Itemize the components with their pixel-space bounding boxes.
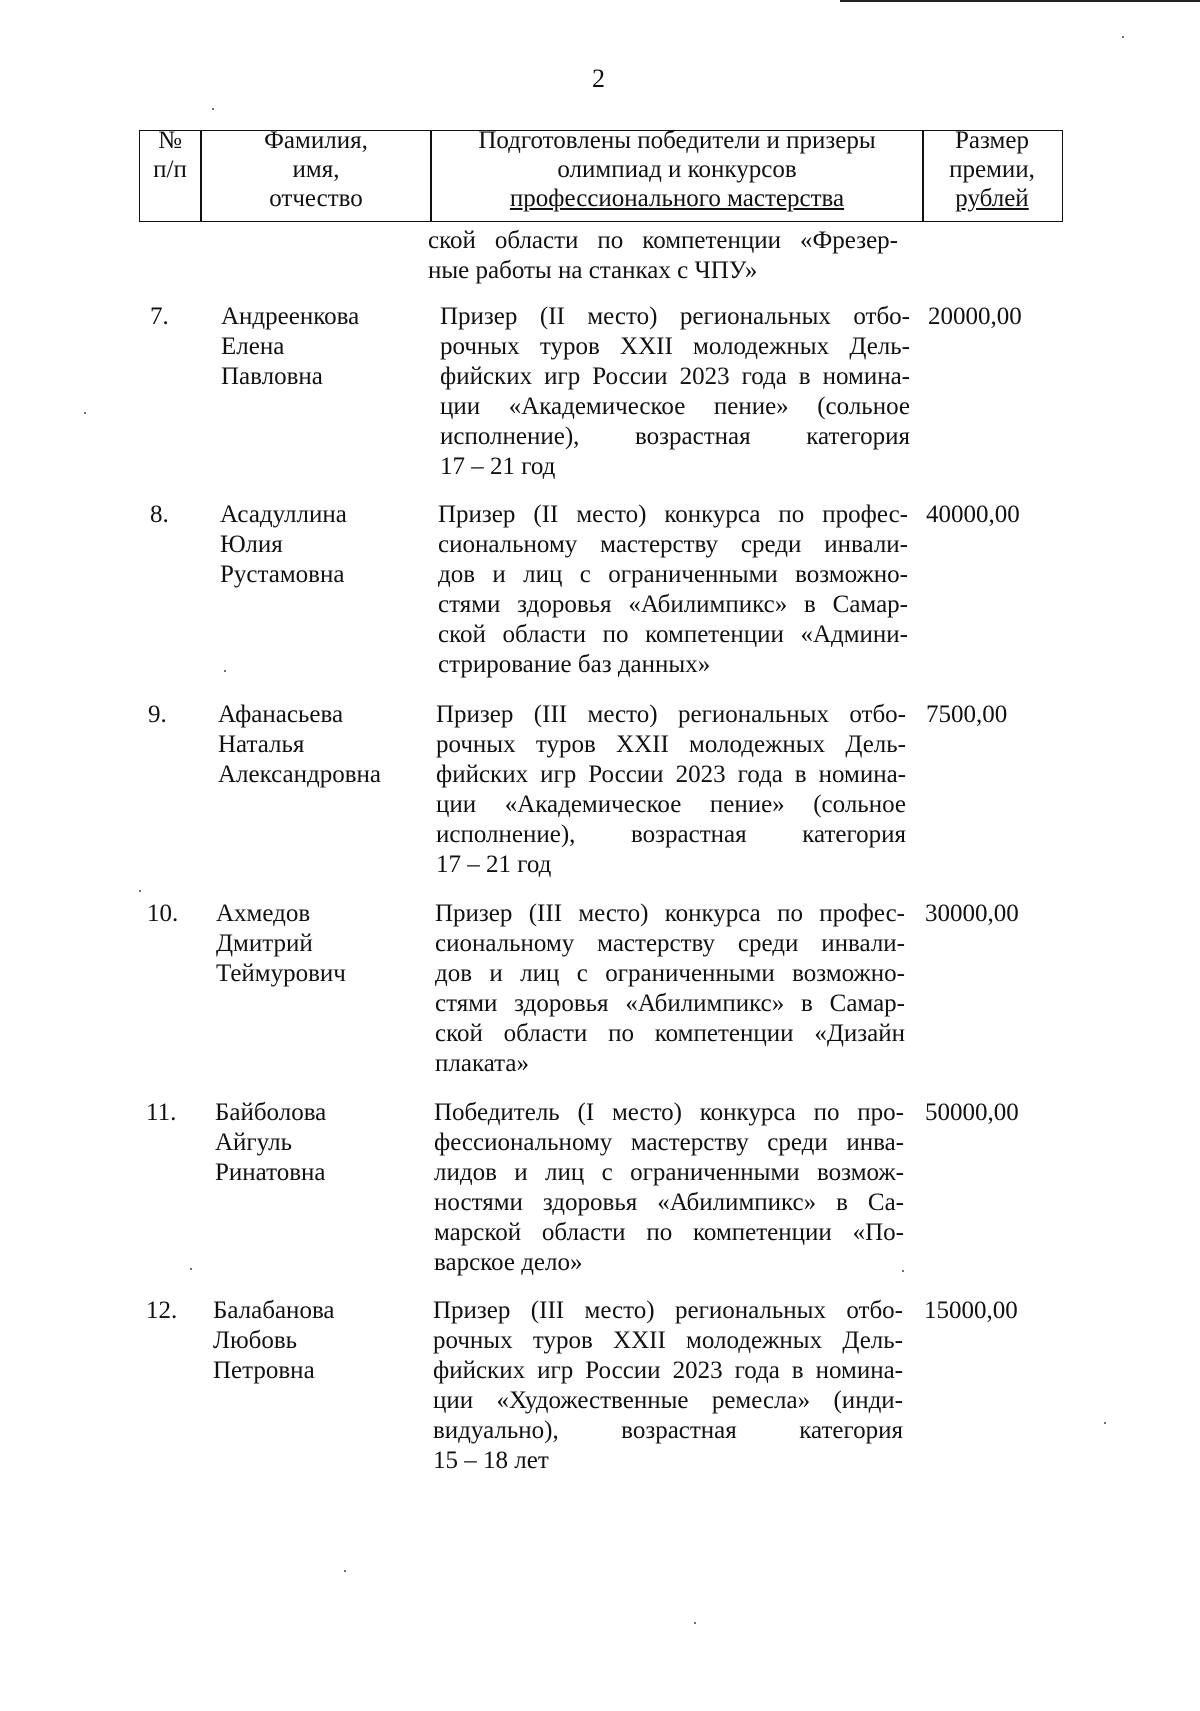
header-text: № [158, 127, 182, 154]
desc-line: фийских игр России 2023 года в номина- [433, 1357, 903, 1384]
desc-line: ции «Академическое пение» (сольное [440, 393, 910, 420]
header-text: премии, [949, 156, 1035, 183]
name-line: Айгуль [215, 1129, 292, 1156]
name-line: Ахмедов [216, 900, 311, 927]
desc-line: рочных туров XXII молодежных Дель- [440, 333, 910, 360]
achievement-description [435, 899, 905, 1079]
scan-speck [344, 1570, 346, 1572]
header-text: Подготовлены победители и призеры [478, 127, 876, 154]
desc-line: видуально), возрастная категория [433, 1417, 903, 1444]
row-number: 8. [150, 501, 169, 528]
desc-line: фессиональному мастерству среди инва- [434, 1129, 904, 1156]
page-number: 2 [592, 64, 605, 93]
header-text: олимпиад и конкурсов [557, 156, 797, 183]
name-line: Асадуллина [220, 501, 347, 528]
name-line: Андреенкова [221, 303, 360, 330]
scan-speck [902, 1270, 904, 1272]
header-col-amount [924, 126, 1060, 216]
name-line: Рустамовна [220, 561, 345, 588]
header-text: имя, [292, 156, 340, 183]
prize-amount: 20000,00 [928, 303, 1022, 330]
row-number: 12. [146, 1297, 178, 1324]
name-line: Петровна [213, 1357, 315, 1384]
top-rule [840, 0, 1200, 2]
desc-line: стями здоровья «Абилимпикс» в Самар- [435, 990, 905, 1017]
scan-speck [1104, 1422, 1106, 1424]
name-line: Александровна [218, 761, 382, 788]
continuation-text [428, 226, 898, 286]
desc-line: Призер (III место) региональных отбо- [433, 1297, 903, 1324]
desc-line: исполнение), возрастная категория [436, 821, 906, 848]
desc-line: исполнение), возрастная категория [440, 423, 910, 450]
person-name [221, 302, 359, 392]
desc-line: дов и лиц с ограниченными возможно- [438, 561, 908, 588]
table-header [139, 127, 1063, 222]
desc-line: Призер (III место) конкурса по профес- [435, 900, 905, 927]
desc-line: Призер (III место) региональных отбо- [436, 701, 906, 728]
header-col-number [140, 126, 200, 216]
desc-line: рочных туров XXII молодежных Дель- [436, 731, 906, 758]
name-line: Павловна [221, 363, 323, 390]
desc-line: стрирование баз данных» [438, 651, 711, 678]
header-text: рублей [955, 185, 1029, 212]
scan-speck [694, 1622, 696, 1624]
scan-speck [1122, 36, 1124, 38]
name-line: Байболова [215, 1099, 327, 1126]
desc-line: стями здоровья «Абилимпикс» в Самар- [438, 591, 908, 618]
desc-line: 17 – 21 год [436, 851, 552, 878]
desc-line: сиональному мастерству среди инвали- [435, 930, 905, 957]
prize-amount: 40000,00 [926, 501, 1020, 528]
desc-line: 17 – 21 год [440, 453, 556, 480]
desc-line: плаката» [435, 1050, 529, 1077]
achievement-description [438, 500, 908, 680]
person-name [218, 700, 381, 790]
name-line: Теймурович [216, 960, 346, 987]
desc-line: Призер (II место) конкурса по профес- [438, 501, 908, 528]
person-name [213, 1296, 335, 1386]
desc-line: ностями здоровья «Абилимпикс» в Са- [434, 1189, 904, 1216]
row-number: 9. [148, 701, 167, 728]
desc-line: ской области по компетенции «Фрезер- [428, 227, 898, 254]
person-name [216, 899, 346, 989]
scan-speck [139, 890, 141, 892]
name-line: Ринатовна [215, 1159, 326, 1186]
scan-speck [84, 412, 86, 414]
scan-speck [212, 108, 214, 110]
scan-speck [224, 670, 226, 672]
prize-amount: 15000,00 [924, 1297, 1018, 1324]
desc-line: ской области по компетенции «Админи- [438, 621, 908, 648]
name-line: Любовь [213, 1327, 298, 1354]
header-col-description [432, 126, 922, 216]
desc-line: ные работы на станках с ЧПУ» [428, 257, 758, 284]
row-number: 10. [147, 900, 179, 927]
desc-line: ской области по компетенции «Дизайн [435, 1020, 905, 1047]
prize-amount: 7500,00 [926, 701, 1008, 728]
desc-line: ции «Художественные ремесла» (инди- [433, 1387, 903, 1414]
person-name [220, 500, 347, 590]
desc-line: фийских игр России 2023 года в номина- [436, 761, 906, 788]
achievement-description [440, 302, 910, 482]
scan-speck [190, 1268, 192, 1270]
header-text: профессионального мастерства [509, 185, 845, 212]
header-text: Фамилия, [264, 127, 368, 154]
prize-amount: 30000,00 [925, 900, 1019, 927]
name-line: Балабанова [213, 1297, 335, 1324]
header-text: Размер [955, 127, 1029, 154]
header-text: отчество [269, 185, 363, 212]
desc-line: ции «Академическое пение» (сольное [436, 791, 906, 818]
row-number: 11. [146, 1099, 177, 1126]
row-number: 7. [150, 303, 169, 330]
name-line: Елена [221, 333, 285, 360]
header-text: п/п [153, 156, 187, 183]
desc-line: марской области по компетенции «По- [434, 1219, 904, 1246]
prize-amount: 50000,00 [925, 1099, 1019, 1126]
name-line: Дмитрий [216, 930, 313, 957]
person-name [215, 1098, 326, 1188]
desc-line: фийских игр России 2023 года в номина- [440, 363, 910, 390]
desc-line: варское дело» [434, 1249, 583, 1276]
name-line: Афанасьева [218, 701, 344, 728]
header-col-name [202, 126, 430, 216]
achievement-description [436, 700, 906, 880]
desc-line: Призер (II место) региональных отбо- [440, 303, 910, 330]
achievement-description [433, 1296, 903, 1476]
desc-line: лидов и лиц с ограниченными возмож- [434, 1159, 904, 1186]
desc-line: дов и лиц с ограниченными возможно- [435, 960, 905, 987]
desc-line: 15 – 18 лет [433, 1447, 549, 1474]
desc-line: Победитель (I место) конкурса по про- [434, 1099, 904, 1126]
achievement-description [434, 1098, 904, 1278]
desc-line: сиональному мастерству среди инвали- [438, 531, 908, 558]
name-line: Наталья [218, 731, 305, 758]
desc-line: рочных туров XXII молодежных Дель- [433, 1327, 903, 1354]
name-line: Юлия [220, 531, 283, 558]
